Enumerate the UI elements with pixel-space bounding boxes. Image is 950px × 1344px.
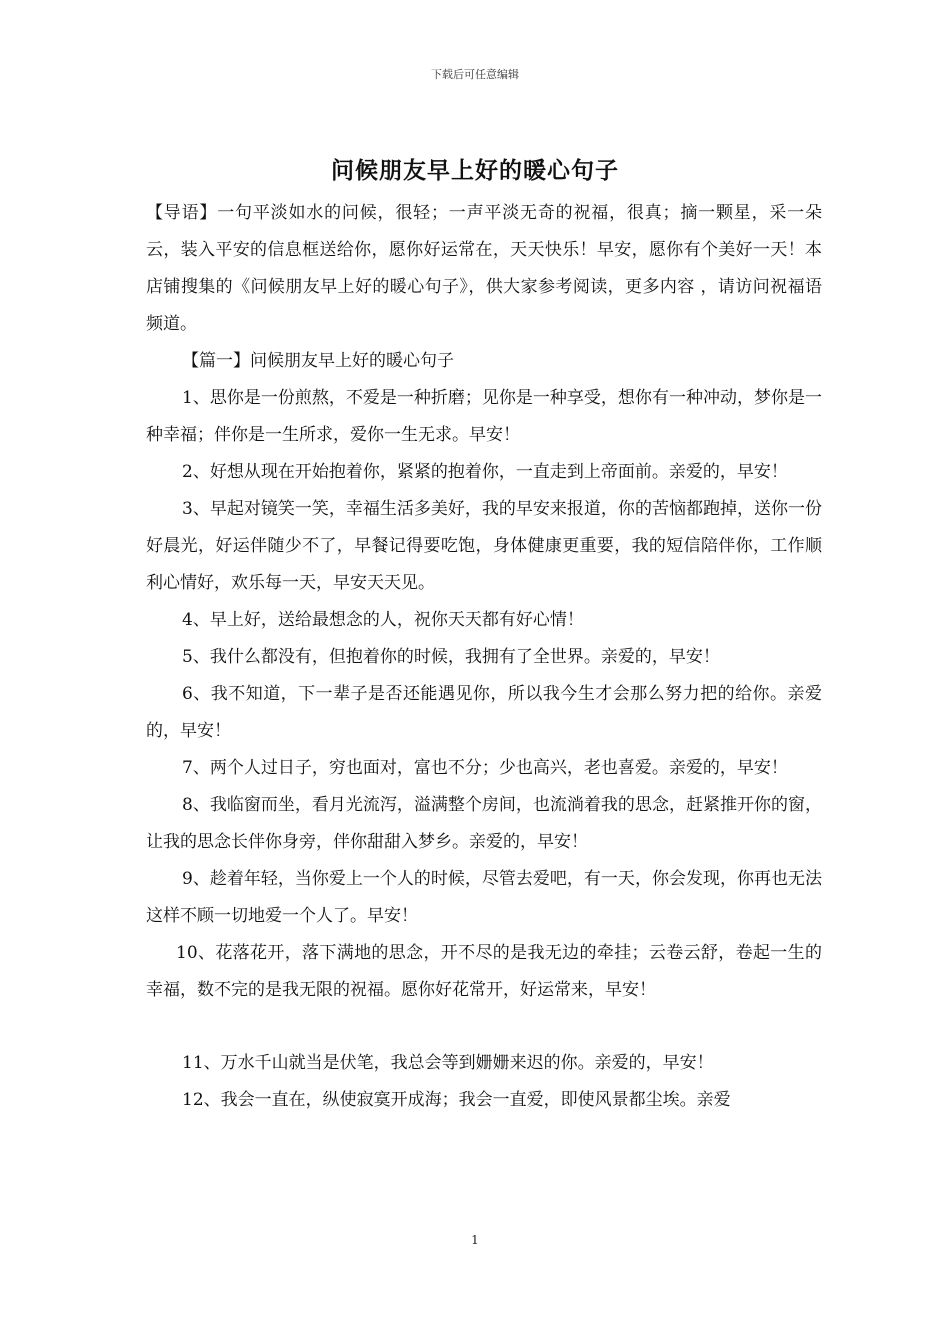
list-item: 8、我临窗而坐，看月光流泻，溢满整个房间，也流淌着我的思念，赶紧推开你的窗，让我的思念长伴你身旁，伴你甜甜入梦乡。亲爱的，早安！ [146, 795, 822, 852]
list-item: 1、思你是一份煎熬，不爱是一种折磨；见你是一种享受，想你有一种冲动，梦你是一种幸福；伴你是一生所求，爱你一生无求。早安！ [146, 388, 822, 445]
list-item: 11、万水千山就当是伏笔，我总会等到姗姗来迟的你。亲爱的，早安！ [182, 1053, 714, 1073]
intro-paragraph: 【导语】一句平淡如水的问候，很轻；一声平淡无奇的祝福，很真；摘一颗星，采一朵云，装入平安的信息框送给你，愿你好运常在，天天快乐！早安，愿你有个美好一天！本店铺搜集的《问候朋友早上好的暖心句子》，供大家参考阅读，更多内容 ，请访问祝福语频道。 [146, 203, 822, 334]
list-item: 7、两个人过日子，穷也面对，富也不分；少也高兴，老也喜爱。亲爱的，早安！ [182, 758, 788, 778]
section-heading: 【篇一】问候朋友早上好的暖心句子 [182, 351, 454, 371]
list-item: 10、花落花开，落下满地的思念，开不尽的是我无边的牵挂；云卷云舒，卷起一生的幸福，数不完的是我无限的祝福。愿你好花常开，好运常来，早安！ [146, 943, 822, 1000]
page-header: 下载后可任意编辑 [431, 68, 519, 81]
list-item: 5、我什么都没有，但抱着你的时候，我拥有了全世界。亲爱的，早安！ [182, 647, 720, 667]
list-item: 4、早上好，送给最想念的人，祝你天天都有好心情！ [182, 610, 584, 630]
list-item: 6、我不知道，下一辈子是否还能遇见你，所以我今生才会那么努力把的给你。亲爱的，早安！ [146, 684, 822, 741]
list-item: 2、好想从现在开始抱着你，紧紧的抱着你，一直走到上帝面前。亲爱的，早安！ [182, 462, 788, 482]
list-item: 12、我会一直在，纵使寂寞开成海；我会一直爱，即使风景都尘埃。亲爱 [182, 1090, 731, 1110]
paragraph-gap [146, 1009, 822, 1045]
document-body [146, 195, 822, 1119]
list-item: 9、趁着年轻，当你爱上一个人的时候，尽管去爱吧，有一天，你会发现，你再也无法这样不顾一切地爱一个人了。早安！ [146, 869, 822, 926]
page-number: 1 [471, 1233, 479, 1247]
document-title: 问候朋友早上好的暖心句子 [331, 157, 619, 184]
list-item: 3、早起对镜笑一笑，幸福生活多美好，我的早安来报道，你的苦恼都跑掉，送你一份好晨光，好运伴随少不了，早餐记得要吃饱，身体健康更重要，我的短信陪伴你，工作顺利心情好，欢乐每一天，早安天天见。 [146, 499, 822, 593]
